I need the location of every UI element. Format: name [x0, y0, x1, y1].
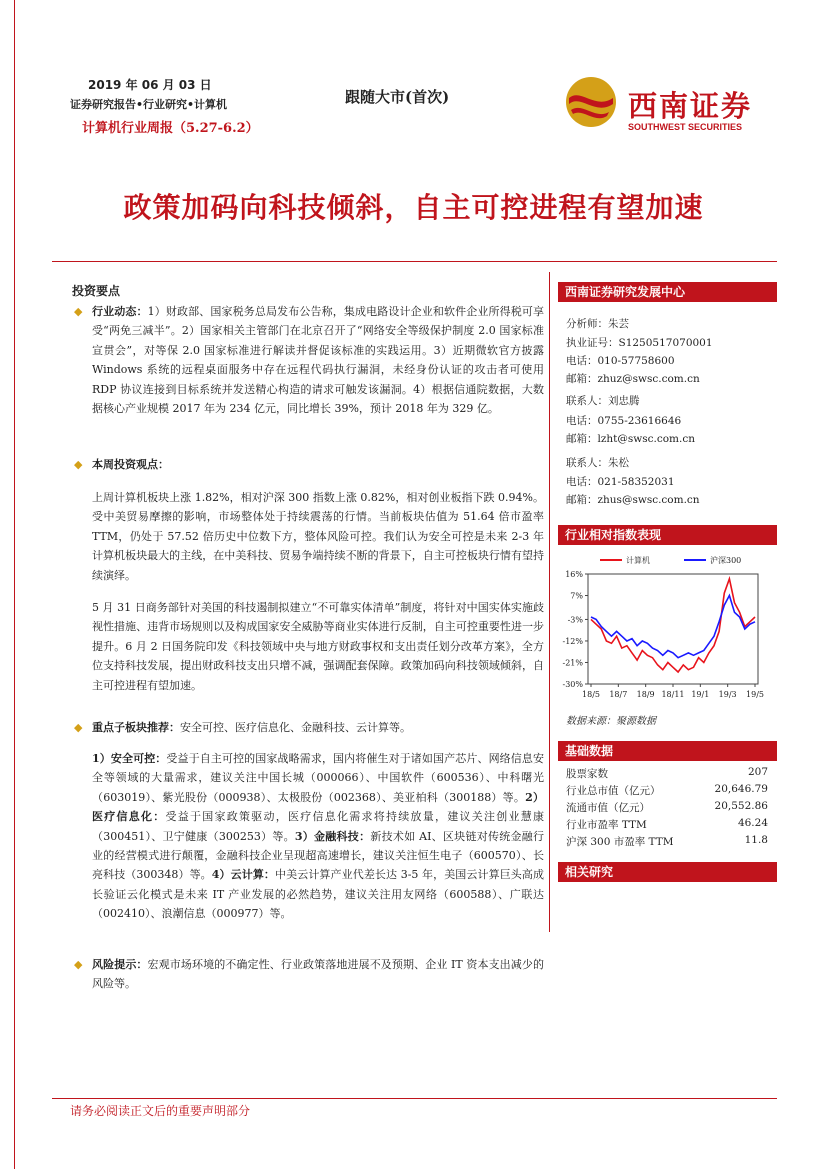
- contact-1-email: 邮箱：lzht@swsc.com.cn: [566, 433, 695, 445]
- contact-2-phone: 电话：021-58352031: [566, 476, 675, 488]
- x-tick-label: 18/11: [661, 690, 685, 699]
- summary-heading: 投资要点: [72, 284, 121, 298]
- focus-paragraph: [92, 718, 544, 737]
- focus-text: 安全可控、医疗信息化、金融科技、云计算等。: [180, 721, 411, 734]
- analyst-license: 执业证号：S1250517070001: [566, 337, 713, 349]
- legend-label: 计算机: [626, 556, 650, 565]
- relative-index-chart: [558, 548, 768, 708]
- basic-data-label: 行业总市值（亿元）: [566, 785, 661, 797]
- basic-data-label: 流通市值（亿元）: [566, 802, 650, 814]
- y-tick-label: -30%: [562, 680, 583, 689]
- focus-label: 重点子板块推荐：: [92, 721, 180, 734]
- basic-data-value: 46.24: [737, 817, 768, 829]
- x-tick-label: 19/1: [691, 690, 710, 699]
- basic-data-value: 207: [747, 766, 768, 778]
- bullet-icon: ◆: [74, 958, 83, 971]
- industry-paragraph: [92, 302, 544, 418]
- chart-source: 数据来源：聚源数据: [566, 716, 656, 727]
- x-tick-label: 18/9: [636, 690, 655, 699]
- analyst-phone: 电话：010-57758600: [566, 355, 675, 367]
- basic-data-title: 基础数据: [558, 741, 777, 761]
- basic-data-label: 行业市盈率 TTM: [566, 819, 647, 831]
- sector-1-label: 1）安全可控：: [92, 752, 167, 765]
- report-name: 计算机行业周报（5.27-6.2）: [82, 121, 259, 136]
- view-paragraph-1: 上周计算机板块上涨 1.82%，相对沪深 300 指数上涨 0.82%，相对创业板指下跌 0.94%。受中美贸易摩擦的影响，市场整体处于持续震荡的行情。当前板块估值为 51.64 倍市盈率 TTM，仍处于 57.52 倍历史中位数下方，整体风险可控。我们认为安全可控是未来 2-3 年计算机板块最大的主线，在中美科技、贸易争端持续不断的背景下，自主可控板块行情有望持续演绎。: [92, 491, 544, 582]
- sidebar-divider: [549, 272, 550, 932]
- x-tick-label: 19/5: [746, 690, 764, 699]
- basic-data-label: 沪深 300 市盈率 TTM: [566, 836, 674, 848]
- legend-label: 沪深300: [710, 556, 742, 565]
- logo-icon: [565, 76, 617, 128]
- left-border-rule: [14, 0, 15, 1169]
- industry-label: 行业动态：: [92, 305, 148, 318]
- basic-data-row: [566, 783, 768, 798]
- risk-label: 风险提示：: [92, 958, 148, 971]
- view-paragraph-2: 5 月 31 日商务部针对美国的科技遏制拟建立“不可靠实体清单”制度，将针对中国实体实施歧视性措施、违背市场规则以及构成国家安全威胁等商业实体进行反制，自主可控重要性进一步提升。6 月 2 日国务院印发《科技领域中央与地方财政事权和支出责任划分改革方案》，全方位支持科技发展，提出财政科技支出只增不减，强调配套保障。政策加码向科技领域倾斜，自主可控进程有望加速。: [92, 601, 544, 692]
- y-tick-label: 16%: [565, 570, 583, 579]
- research-center-title: 西南证券研究发展中心: [558, 282, 777, 302]
- index-performance-title: 行业相对指数表现: [558, 525, 777, 545]
- view-label: 本周投资观点：: [92, 458, 169, 471]
- sector-2-label: 2）医疗信息化：: [92, 790, 544, 824]
- page-title: 政策加码向科技倾斜，自主可控进程有望加速: [123, 191, 704, 224]
- basic-data-label: 股票家数: [566, 768, 608, 780]
- logo-text-en: SOUTHWEST SECURITIES: [628, 122, 743, 132]
- report-category: 证券研究报告•行业研究•计算机: [70, 98, 228, 111]
- sector-3-label: 3）金融科技：: [294, 829, 371, 843]
- x-tick-label: 19/3: [718, 690, 737, 699]
- basic-data-value: 20,646.79: [714, 783, 768, 795]
- basic-data-row: [566, 766, 768, 781]
- sector-4-text: 中美云计算产业代差长达 3-5 年，美国云计算巨头高成长验证云化模式是未来 IT 产业发展的必然趋势，建议关注用友网络（600588）、广联达（002410）、浪潮信息（000977）等。: [92, 868, 544, 921]
- logo-text-cn: 西南证券: [628, 89, 753, 123]
- view-label-line: [92, 455, 544, 474]
- footer-divider: [52, 1098, 777, 1099]
- y-tick-label: 7%: [570, 591, 583, 601]
- contact-2-name: 联系人：朱松: [566, 457, 629, 469]
- basic-data-row: [566, 834, 768, 849]
- related-research-title: 相关研究: [558, 862, 777, 882]
- contact-1-name: 联系人：刘忠腾: [566, 395, 640, 407]
- basic-data-row: [566, 817, 768, 832]
- sector-paragraph: [92, 749, 544, 924]
- y-tick-label: -3%: [567, 615, 583, 625]
- sector-4-label: 4）云计算：: [211, 868, 276, 882]
- sector-2-text: 受益于国家政策驱动，医疗信息化需求将持续放量，建议关注创业慧康（300451）、卫宁健康（300253）等。: [92, 810, 544, 843]
- bullet-icon: ◆: [74, 305, 83, 318]
- basic-data-value: 20,552.86: [714, 800, 768, 812]
- risk-paragraph: [92, 955, 544, 994]
- y-tick-label: -12%: [562, 636, 583, 646]
- sector-1-text: 受益于自主可控的国家战略需求，国内将催生对于诸如国产芯片、网络信息安全等领域的大量需求，建议关注中国长城（000066）、中国软件（600536）、中科曙光（603019）、紫光股份（000938）、太极股份（002368）、美亚柏科（300188）等。: [92, 752, 545, 804]
- rating-label: 跟随大市(首次): [345, 88, 450, 106]
- risk-text: 宏观市场环境的不确定性、行业政策落地进展不及预期、企业 IT 资本支出减少的风险等。: [92, 958, 544, 991]
- analyst-name: 分析师：朱芸: [566, 318, 629, 330]
- contact-1-phone: 电话：0755-23616646: [566, 415, 682, 427]
- bullet-icon: ◆: [74, 458, 83, 471]
- footer-notice: 请务必阅读正文后的重要声明部分: [70, 1104, 251, 1118]
- title-divider: [52, 261, 777, 262]
- industry-text: 1）财政部、国家税务总局发布公告称，集成电路设计企业和软件企业所得税可享受“两免三减半”。2）国家相关主管部门在北京召开了“网络安全等级保护制度 2.0 国家标准宣贯会”，对等保 2.0 国家标准进行解读并督促该标准的实践运用。3）近期微软官方披露 Windows 系统的远程桌面服务中存在远程代码执行漏洞，未经身份认证的攻击者可使用 RDP 协议连接到目标系统并发送精心构造的请求可触发该漏洞。4）根据信通院数据，大数据核心产业规模 2017 年为 234 亿元，同比增长 39%，预计 2018 年为 329 亿。: [92, 305, 544, 416]
- series-line-hs300: [591, 596, 755, 658]
- x-tick-label: 18/7: [609, 690, 628, 699]
- x-tick-label: 18/5: [582, 690, 600, 699]
- analyst-email: 邮箱：zhuz@swsc.com.cn: [566, 373, 700, 385]
- report-date: 2019 年 06 月 03 日: [88, 78, 212, 92]
- contact-2-email: 邮箱：zhus@swsc.com.cn: [566, 494, 700, 506]
- y-tick-label: -21%: [562, 658, 583, 668]
- series-line-computer: [591, 579, 755, 672]
- sector-3-text: 新技术如 AI、区块链对传统金融行业的经营模式进行颠覆，金融科技企业呈现超高速增长，建议关注恒生电子（600570）、长亮科技（300348）等。: [92, 829, 544, 882]
- basic-data-value: 11.8: [744, 834, 768, 846]
- bullet-icon: ◆: [74, 721, 83, 734]
- basic-data-row: [566, 800, 768, 815]
